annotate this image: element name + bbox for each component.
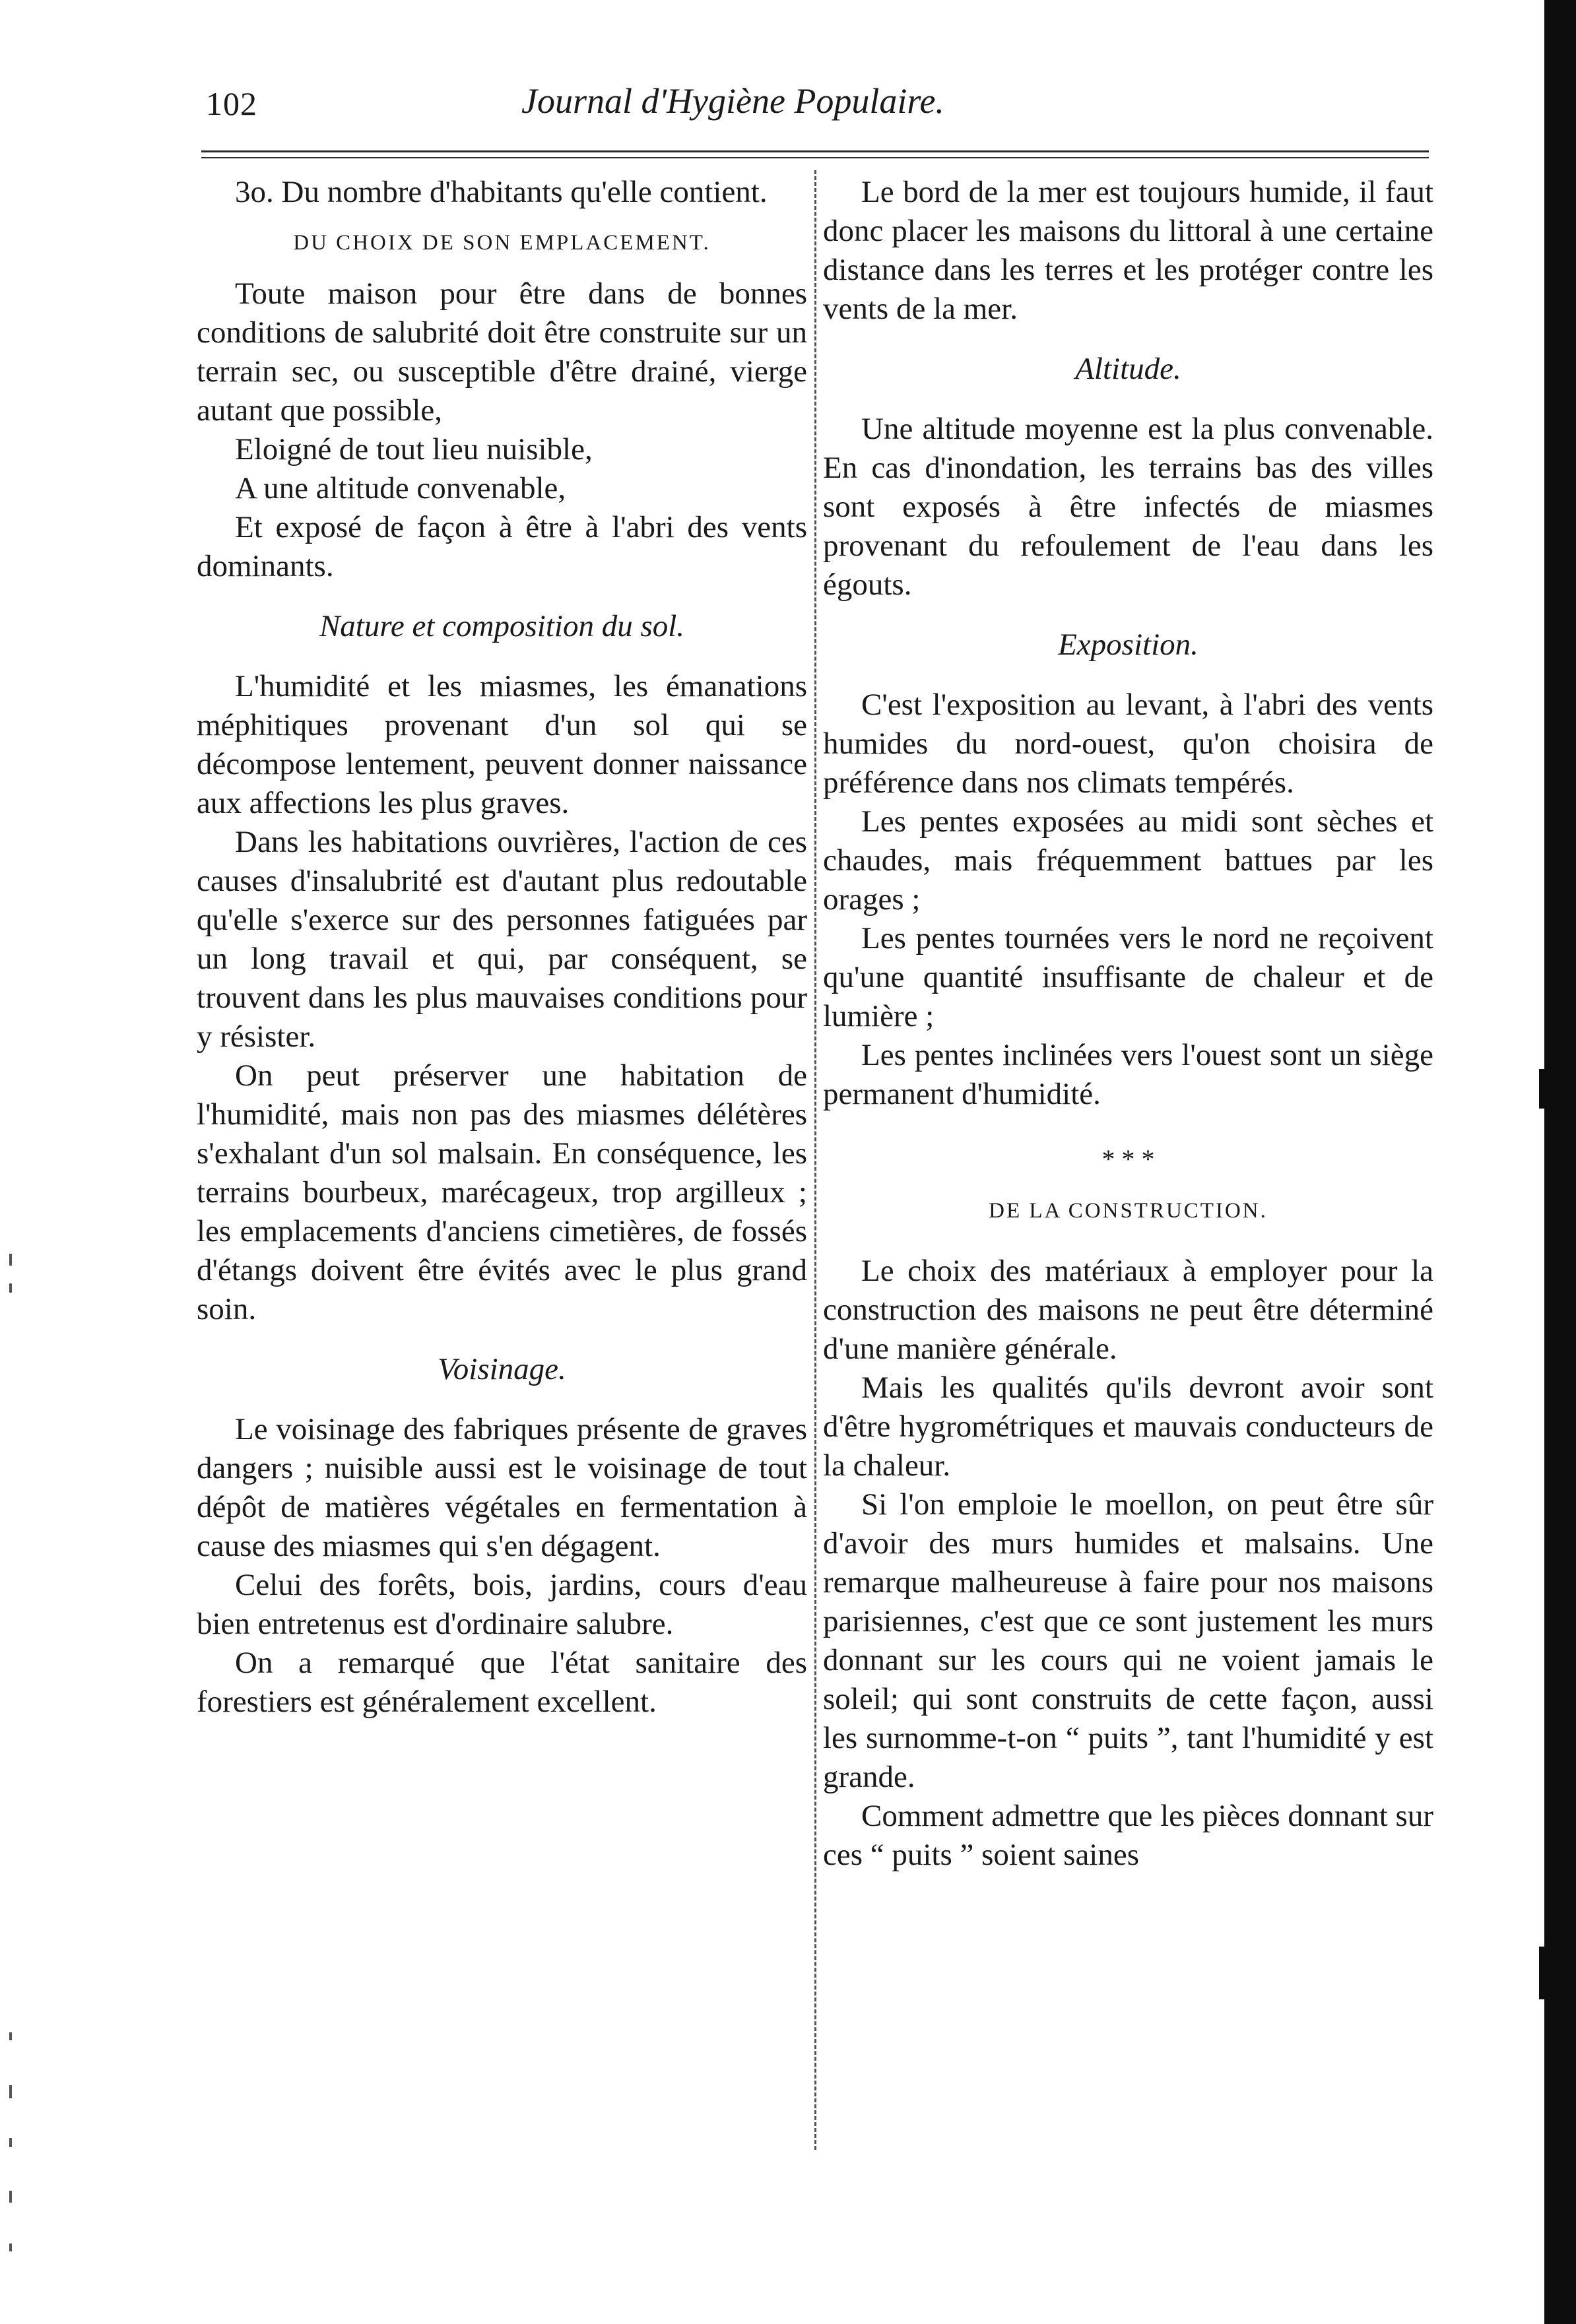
page-number: 102	[206, 85, 257, 122]
paragraph: A une altitude convenable,	[235, 471, 566, 505]
header-rule	[201, 150, 1429, 152]
margin-speck	[9, 2085, 12, 2098]
header-rule	[201, 157, 1429, 158]
paragraph: Comment admettre que les pièces donnant sur ces “ puits ” soient saines	[823, 1799, 1433, 1872]
paragraph: Eloigné de tout lieu nuisible,	[235, 432, 593, 467]
section-heading: Exposition.	[1058, 628, 1198, 662]
binding-edge-notch	[1539, 1947, 1546, 1999]
paragraph: Mais les qualités qu'ils devront avoir sont d'être hygrométriques et mauvais conducteurs de la chaleur.	[823, 1371, 1433, 1483]
section-heading: Nature et composition du sol.	[319, 609, 685, 643]
paragraph: Et exposé de façon à être à l'abri des vents dominants.	[197, 510, 807, 583]
running-title: Journal d'Hygiène Populaire.	[521, 81, 944, 121]
paragraph: C'est l'exposition au levant, à l'abri des vents humides du nord-ouest, qu'on choisira de préférence dans nos climats tempérés.	[823, 688, 1433, 800]
binding-edge	[1544, 0, 1576, 2324]
paragraph: On a remarqué que l'état sanitaire des forestiers est généralement excellent.	[197, 1646, 807, 1719]
right-column	[823, 173, 1433, 1875]
paragraph: Toute maison pour être dans de bonnes conditions de salubrité doit être construite sur un terrain sec, ou susceptible d'être drainé, vierge autant que possible,	[197, 276, 807, 428]
paragraph: Les pentes inclinées vers l'ouest sont un siège permanent d'humidité.	[823, 1038, 1433, 1111]
paragraph: Dans les habitations ouvrières, l'action de ces causes d'insalubrité est d'autant plus redoutable qu'elle s'exerce sur des personnes fatiguées par un long travail et qui, par conséquent, se trouvent dans les plus mauvaises conditions pour y résister.	[197, 825, 807, 1054]
margin-speck	[9, 1254, 12, 1266]
paragraph: Celui des forêts, bois, jardins, cours d'eau bien entretenus est d'ordinaire salubre.	[197, 1568, 807, 1641]
paragraph: L'humidité et les miasmes, les émanations méphitiques provenant d'un sol qui se décompose lentement, peuvent donner naissance aux affections les plus graves.	[197, 669, 807, 820]
paragraph: Les pentes tournées vers le nord ne reçoivent qu'une quantité insuffisante de chaleur et de lumière ;	[823, 921, 1433, 1033]
section-heading: Voisinage.	[438, 1352, 566, 1386]
paragraph: Le choix des matériaux à employer pour la construction des maisons ne peut être déterminé d'une manière générale.	[823, 1254, 1433, 1366]
binding-edge-notch	[1539, 1069, 1546, 1109]
asterism: * * *	[1101, 1144, 1155, 1174]
column-divider	[814, 170, 816, 2150]
margin-speck	[9, 2032, 12, 2040]
left-column	[197, 173, 807, 1722]
margin-speck	[9, 1283, 12, 1293]
section-heading: Altitude.	[1075, 352, 1181, 386]
paragraph: Les pentes exposées au midi sont sèches et chaudes, mais fréquemment battues par les orages ;	[823, 804, 1433, 917]
margin-speck	[9, 2138, 12, 2147]
paragraph: On peut préserver une habitation de l'humidité, mais non pas des miasmes délétères s'exhalant d'un sol malsain. En conséquence, les terrains bourbeux, marécageux, trop argilleux ; les emplacements d'anciens cimetières, de fossés d'étangs doivent être évités avec le plus grand soin.	[197, 1058, 807, 1326]
paragraph: Si l'on emploie le moellon, on peut être sûr d'avoir des murs humides et malsains. Une remarque malheureuse à faire pour nos maisons parisiennes, c'est que ce sont justement les murs donnant sur les cours qui ne voient jamais le soleil; qui sont construits de cette façon, aussi les surnomme-t-on “ puits ”, tant l'humidité y est grande.	[823, 1487, 1433, 1794]
paragraph: Le voisinage des fabriques présente de graves dangers ; nuisible aussi est le voisinage de tout dépôt de matières végétales en fermentation à cause des miasmes qui s'en dégagent.	[197, 1412, 807, 1563]
paragraph: Une altitude moyenne est la plus convenable. En cas d'inondation, les terrains bas des villes sont exposés à être infectés de miasmes provenant du refoulement de l'eau dans les égouts.	[823, 412, 1433, 602]
section-heading: DU CHOIX DE SON EMPLACEMENT.	[293, 231, 711, 255]
paragraph: Le bord de la mer est toujours humide, il faut donc placer les maisons du littoral à une certaine distance dans les terres et les protéger contre les vents de la mer.	[823, 175, 1433, 326]
margin-speck	[9, 2191, 12, 2203]
section-heading: DE LA CONSTRUCTION.	[989, 1199, 1268, 1223]
margin-speck	[9, 2243, 12, 2251]
paragraph: 3o. Du nombre d'habitants qu'elle contient.	[235, 175, 768, 209]
